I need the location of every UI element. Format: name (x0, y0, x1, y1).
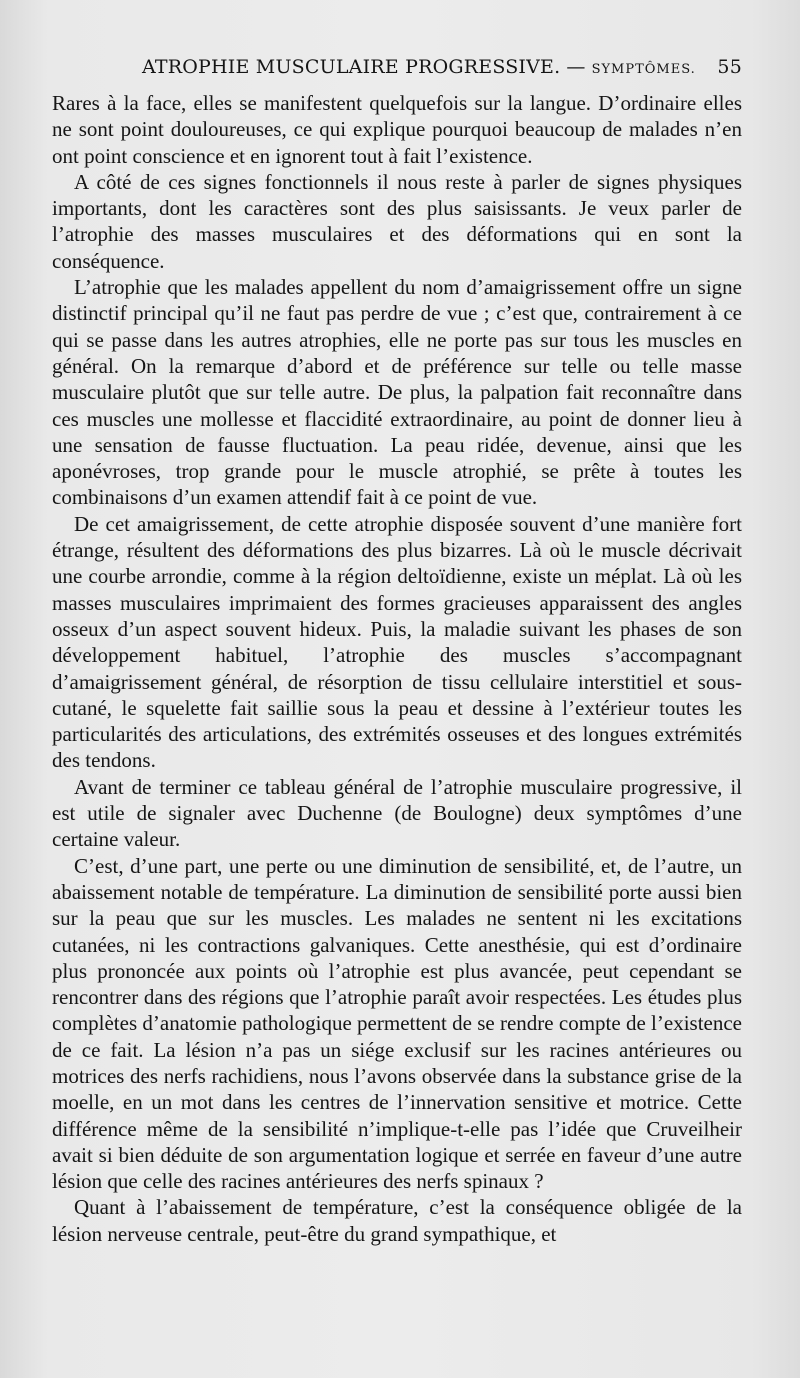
header-dash: — (566, 56, 586, 78)
running-title-text: ATROPHIE MUSCULAIRE PROGRESSIVE. (142, 56, 561, 78)
paragraph: A côté de ces signes fonctionnels il nous reste à parler de signes physiques importants, dont les caractères sont des plus saisissants. Je veux parler de l’atrophie des masses musculaires et des déformations qui en sont la conséquence. (52, 169, 742, 273)
body-text (52, 90, 742, 1247)
paragraph: Quant à l’abaissement de température, c’est la conséquence obligée de la lésion nerveuse centrale, peut-être du grand sympathique, et (52, 1195, 742, 1246)
paragraph: L’atrophie que les malades appellent du nom d’amaigrissement offre un signe distinctif principal qu’il ne faut pas perdre de vue ; c’est que, contrairement à ce qui se passe dans les autres atrophies, elle ne porte pas sur tous les muscles en général. On la remarque d’abord et de préférence sur telle ou telle masse musculaire plutôt que sur telle autre. De plus, la palpation fait reconnaître dans ces muscles une mollesse et flaccidité extraordinaire, au point de donner lieu à une sensation de fausse fluctuation. La peau ridée, devenue, ainsi que les aponévroses, trop grande pour le muscle atrophié, se prête à toutes les combinaisons d’un examen attendif fait à ce point de vue. (52, 275, 742, 510)
page-header (52, 56, 742, 82)
running-title (142, 56, 696, 78)
paragraph: Avant de terminer ce tableau général de l’atrophie musculaire progressive, il est utile de signaler avec Duchenne (de Boulogne) deux symptômes d’une certaine valeur. (52, 774, 742, 852)
section-title: SYMPTÔMES. (591, 62, 696, 77)
paragraph-continued: Rares à la face, elles se manifestent quelquefois sur la langue. D’ordinaire elles ne sont point douloureuses, ce qui explique pourquoi beaucoup de malades n’en ont point conscience et en ignorent tout à fait l’existence. (52, 91, 742, 168)
paragraph: C’est, d’une part, une perte ou une diminution de sensibilité, et, de l’autre, un abaissement notable de température. La diminution de sensibilité porte aussi bien sur la peau que sur les muscles. Les malades ne sentent ni les excitations cutanées, ni les contractions galvaniques. Cette anesthésie, qui est d’ordinaire plus prononcée aux points où l’atrophie est plus avancée, peut cependant se rencontrer dans des régions que l’atrophie paraît avoir respectées. Les études plus complètes d’anatomie pathologique permettent de se rendre compte de l’existence de ce fait. La lésion n’a pas un siége exclusif sur les racines antérieures ou motrices des nerfs rachidiens, nous l’avons observée dans la substance grise de la moelle, en un mot dans les centres de l’innervation sensitive et motrice. Cette différence même de la sensibilité n’implique-t-elle pas l’idée que Cruveilheir avait si bien déduite de son argumentation logique et serrée en faveur d’une autre lésion que celle des racines antérieures des nerfs spinaux ? (52, 853, 742, 1194)
paragraph: De cet amaigrissement, de cette atrophie disposée souvent d’une manière fort étrange, résultent des déformations des plus bizarres. Là où le muscle décrivait une courbe arrondie, comme à la région deltoïdienne, existe un méplat. Là où les masses musculaires imprimaient des formes gracieuses apparaissent des angles osseux d’un aspect souvent hideux. Puis, la maladie suivant les phases de son développement habituel, l’atrophie des muscles s’accompagnant d’amaigrissement général, de résorption de tissu cellulaire interstitiel et sous-cutané, le squelette fait saillie sous la peau et dessine à l’extérieur toutes les particularités des articulations, des extrémités osseuses et des longues extrémités des tendons. (52, 511, 742, 773)
page-number: 55 (717, 56, 742, 78)
